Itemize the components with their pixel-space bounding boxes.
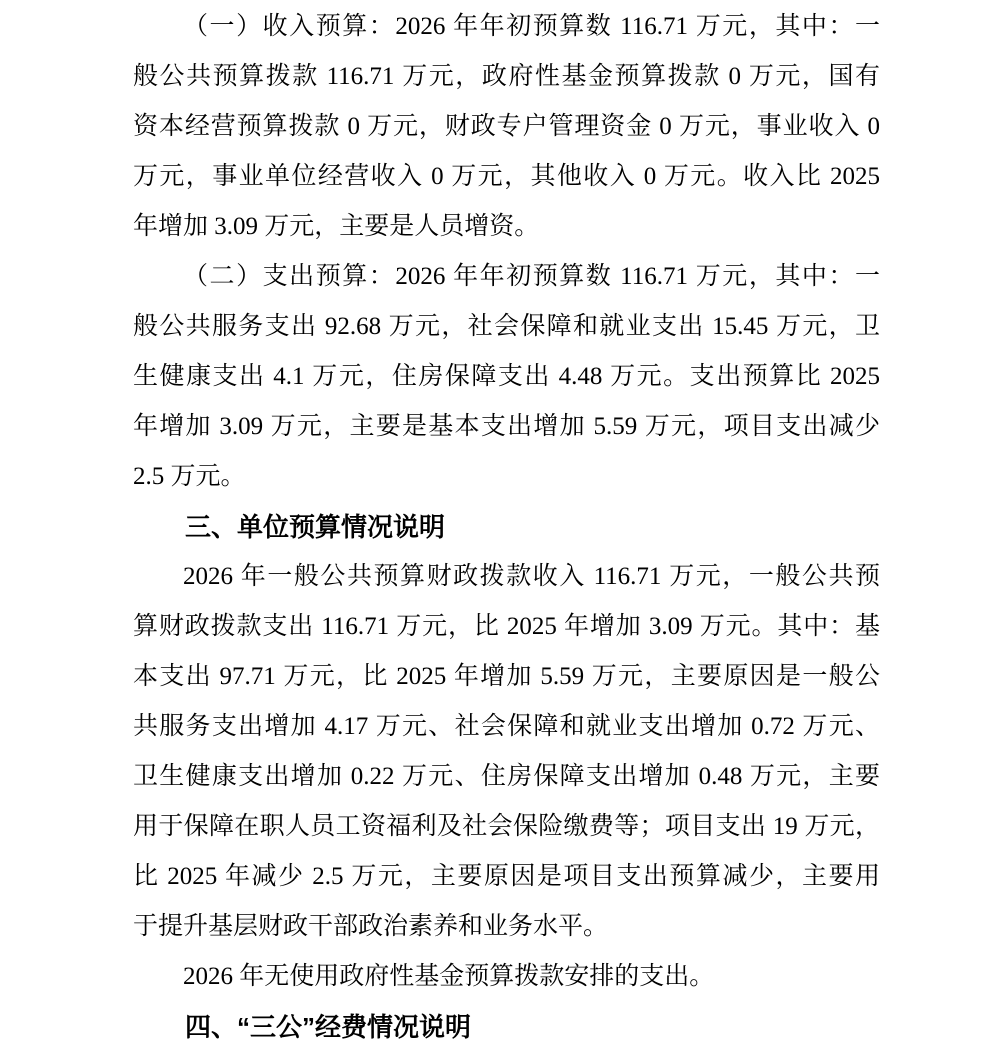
- text-line: 般公共服务支出 92.68 万元，社会保障和就业支出 15.45 万元，卫: [133, 313, 880, 340]
- section-heading-unit-budget-note: 三、单位预算情况说明: [185, 512, 446, 542]
- section-heading-three-public-funds: 四、“三公”经费情况说明: [185, 1012, 472, 1042]
- text-line: 共服务支出增加 4.17 万元、社会保障和就业支出增加 0.72 万元、: [133, 713, 880, 740]
- text-line: 年增加 3.09 万元，主要是基本支出增加 5.59 万元，项目支出减少: [133, 413, 880, 440]
- text-line: 本支出 97.71 万元，比 2025 年增加 5.59 万元，主要原因是一般公: [133, 663, 880, 690]
- text-line: 2026 年无使用政府性基金预算拨款安排的支出。: [183, 963, 715, 990]
- text-line: 年增加 3.09 万元，主要是人员增资。: [133, 213, 540, 240]
- paragraph-expenditure-budget: [133, 252, 880, 502]
- text-line: 2.5 万元。: [133, 463, 246, 490]
- paragraph-general-budget-detail: [133, 552, 880, 952]
- text-line: 卫生健康支出增加 0.22 万元、住房保障支出增加 0.48 万元，主要: [133, 763, 880, 790]
- document-page: [133, 2, 880, 1052]
- text-line: 般公共预算拨款 116.71 万元，政府性基金预算拨款 0 万元，国有: [133, 63, 880, 90]
- paragraph-income-budget: [133, 2, 880, 252]
- text-line: 万元，事业单位经营收入 0 万元，其他收入 0 万元。收入比 2025: [133, 163, 880, 190]
- text-line: （一）收入预算：2026 年年初预算数 116.71 万元，其中：一: [183, 13, 880, 40]
- paragraph-gov-fund-note: [133, 952, 880, 1002]
- text-line: 用于保障在职人员工资福利及社会保险缴费等；项目支出 19 万元，: [133, 813, 880, 840]
- text-line: 2026 年一般公共预算财政拨款收入 116.71 万元，一般公共预: [183, 563, 880, 590]
- text-line: 生健康支出 4.1 万元，住房保障支出 4.48 万元。支出预算比 2025: [133, 363, 880, 390]
- text-line: 资本经营预算拨款 0 万元，财政专户管理资金 0 万元，事业收入 0: [133, 113, 880, 140]
- text-line: （二）支出预算：2026 年年初预算数 116.71 万元，其中：一: [183, 263, 880, 290]
- text-line: 比 2025 年减少 2.5 万元，主要原因是项目支出预算减少，主要用: [133, 863, 880, 890]
- text-line: 于提升基层财政干部政治素养和业务水平。: [133, 913, 609, 940]
- text-line: 算财政拨款支出 116.71 万元，比 2025 年增加 3.09 万元。其中：基: [133, 613, 880, 640]
